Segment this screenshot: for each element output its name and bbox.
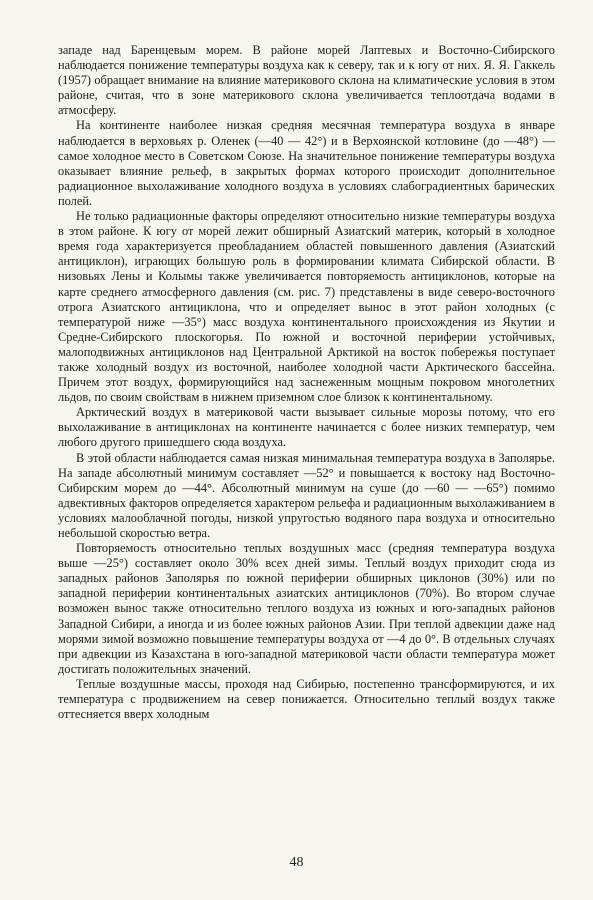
paragraph: Теплые воздушные массы, проходя над Сибирью, постепенно трансформируются, и их температура с продвижением на север понижается. Относительно теплый воздух также оттесняется вверх холодным bbox=[58, 676, 555, 722]
body-text bbox=[58, 43, 555, 722]
paragraph-continued: западе над Баренцевым морем. В районе морей Лаптевых и Восточно-Сибирского наблюдается понижение температуры воздуха как к северу, так и к югу от них. Я. Я. Гаккель (1957) обращает внимание на влияние материкового склона на климатические условия в этом районе, считая, что в зоне материкового склона увеличивается теплоотдача водами в атмосферу. bbox=[58, 43, 555, 118]
paragraph: В этой области наблюдается самая низкая минимальная температура воздуха в Заполярье. На западе абсолютный минимум составляет —52° и повышается к востоку над Восточно-Сибирским морем до —44°. Абсолютный минимум на суше (до —60 — —65°) помимо адвективных факторов определяется характером рельефа и радиационным выхолаживанием в условиях малооблачной погоды, низкой упругостью водяного пара воздуха и относительно небольшой скоростью ветра. bbox=[58, 450, 555, 540]
page-number: 48 bbox=[289, 855, 304, 870]
paragraph: На континенте наиболее низкая средняя месячная температура воздуха в январе наблюдается в верховьях р. Оленек (—40 — 42°) и в Верхоянской котловине (до —48°) — самое холодное место в Советском Союзе. На значительное понижение температуры воздуха оказывает влияние рельеф, в закрытых формах которого происходит дополнительное радиационное выхолаживание холодного воздуха в условиях слабоградиентных барических полей. bbox=[58, 118, 555, 208]
paragraph: Арктический воздух в материковой части вызывает сильные морозы потому, что его выхолаживание в антициклонах на континенте начинается с более низких температур, чем любого другого пришедшего сюда воздуха. bbox=[58, 405, 555, 450]
paragraph: Не только радиационные факторы определяют относительно низкие температуры воздуха в этом районе. К югу от морей лежит обширный Азиатский материк, который в холодное время года характеризуется преобладанием областей повышенного давления (Азиатский антициклон), играющих большую роль в формировании климата Сибирской области. В низовьях Лены и Колымы также увеличивается повторяемость антициклонов, которые на карте среднего атмосферного давления (см. рис. 7) представлены в виде северо-восточного отрога Азиатского антициклона, что и определяет вынос в этот район холодных (с температурой ниже —35°) масс воздуха континентального происхождения из Якутии и Средне-Сибирского плоскогорья. По южной и восточной периферии устойчивых, малоподвижных антициклонов над Центральной Арктикой на восток побережья поступает также холодный воздух из восточной, наиболее холодной части Арктического бассейна. Причем этот воздух, формирующийся над заснеженным мощным покровом многолетних льдов, по своим свойствам в нижнем приземном слое близок к континентальному. bbox=[58, 209, 555, 405]
paragraph: Повторяемость относительно теплых воздушных масс (средняя температура воздуха выше —25°) составляет около 30% всех дней зимы. Теплый воздух приходит сюда из западных районов Заполярья по южной периферии обширных циклонов (30%) или по западной периферии континентальных азиатских антициклонов (70%). Во втором случае возможен вынос также относительно теплого воздуха из южных и юго-западных районов Западной Сибири, а иногда и из более южных районов Азии. При теплой адвекции даже над морями зимой возможно повышение температуры воздуха от —4 до 0°. В отдельных случаях при адвекции из Казахстана в юго-западной материковой части области температура может достигать положительных значений. bbox=[58, 541, 555, 676]
